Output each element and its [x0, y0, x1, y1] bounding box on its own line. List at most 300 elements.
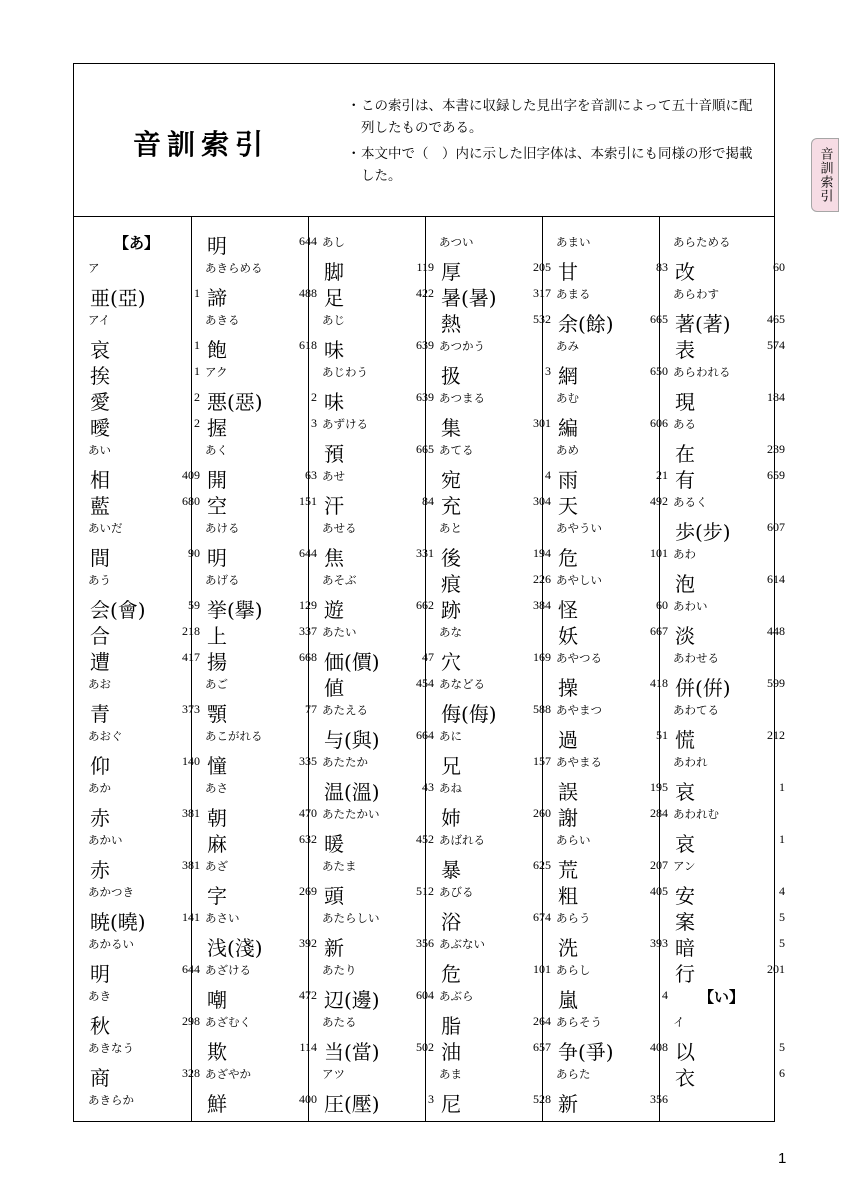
reading-label [322, 802, 438, 828]
kanji-entry [556, 1088, 672, 1114]
kanji-entry [556, 360, 672, 386]
reading-label [673, 802, 789, 828]
reading-label [556, 828, 672, 854]
reading-label [673, 854, 789, 880]
reading-label [88, 880, 204, 906]
section-heading [88, 230, 204, 256]
kanji-entry [205, 646, 321, 672]
reading-label [88, 1036, 204, 1062]
page-ref: 373 [182, 702, 200, 716]
kanji-char: 現 [675, 390, 695, 414]
reading-text: あし [322, 235, 345, 249]
page-ref: 574 [767, 338, 785, 352]
kanji-char: 兄 [441, 754, 461, 778]
kanji-entry [205, 464, 321, 490]
page-ref: 184 [767, 390, 785, 404]
kanji-char: 争(爭) [558, 1040, 614, 1064]
page-ref: 4 [545, 468, 551, 482]
page-ref: 465 [767, 312, 785, 326]
kanji-entry [322, 386, 438, 412]
page-ref: 356 [416, 936, 434, 950]
kanji-entry [322, 438, 438, 464]
kanji-entry [556, 724, 672, 750]
section-heading [673, 984, 789, 1010]
page-ref: 101 [533, 962, 551, 976]
kanji-char: 足 [324, 286, 344, 310]
reading-label [673, 412, 789, 438]
kanji-entry [556, 776, 672, 802]
kanji-char: 哀 [675, 780, 695, 804]
kanji-entry [205, 984, 321, 1010]
reading-text: あきなう [88, 1041, 134, 1055]
reading-label [556, 438, 672, 464]
page-ref: 604 [416, 988, 434, 1002]
page-ref: 1 [194, 286, 200, 300]
kanji-entry [439, 1036, 555, 1062]
reading-label [322, 360, 438, 386]
kanji-entry [205, 828, 321, 854]
page-ref: 260 [533, 806, 551, 820]
section-label: 【い】 [699, 988, 745, 1006]
kanji-char: 集 [441, 416, 461, 440]
kanji-entry [205, 1088, 321, 1114]
page-ref: 195 [650, 780, 668, 794]
page-ref: 337 [299, 624, 317, 638]
reading-label [439, 334, 555, 360]
kanji-char: 誤 [558, 780, 578, 804]
kanji-char: 悪(惡) [207, 390, 263, 414]
kanji-entry [439, 282, 555, 308]
reading-text: あらた [556, 1067, 591, 1081]
kanji-entry [556, 620, 672, 646]
page-ref: 114 [299, 1040, 317, 1054]
kanji-char: 扱 [441, 364, 461, 388]
kanji-entry [88, 906, 204, 932]
page-ref: 2 [311, 390, 317, 404]
kanji-char: 浴 [441, 910, 461, 934]
page-ref: 60 [773, 260, 785, 274]
kanji-entry [205, 932, 321, 958]
reading-label [439, 828, 555, 854]
reading-label [556, 750, 672, 776]
reading-label [439, 230, 555, 256]
page-ref: 328 [182, 1066, 200, 1080]
reading-text: あびる [439, 885, 474, 899]
kanji-char: 鮮 [207, 1092, 227, 1116]
reading-text: あわてる [673, 703, 719, 717]
reading-text: あぶない [439, 937, 485, 951]
reading-text: あげる [205, 573, 240, 587]
kanji-char: 行 [675, 962, 695, 986]
page-ref: 381 [182, 806, 200, 820]
page-ref: 119 [416, 260, 434, 274]
page-ref: 5 [779, 936, 785, 950]
reading-label [205, 360, 321, 386]
page-ref: 408 [650, 1040, 668, 1054]
reading-text: あわれ [673, 755, 708, 769]
page-ref: 1 [779, 832, 785, 846]
page-ref: 422 [416, 286, 434, 300]
kanji-entry [205, 490, 321, 516]
page-title: 音訓索引 [133, 128, 270, 161]
kanji-char: 挨 [90, 364, 110, 388]
reading-label [88, 516, 204, 542]
kanji-entry [88, 490, 204, 516]
kanji-entry [322, 1088, 438, 1114]
kanji-entry [205, 880, 321, 906]
kanji-char: 揚 [207, 650, 227, 674]
reading-text: あらためる [673, 235, 731, 249]
kanji-char: 編 [558, 416, 578, 440]
kanji-entry [439, 750, 555, 776]
kanji-entry [205, 282, 321, 308]
reading-label [556, 1062, 672, 1088]
reading-text: あな [439, 625, 462, 639]
reading-label [556, 698, 672, 724]
section-label: 【あ】 [114, 234, 160, 252]
page-ref: 606 [650, 416, 668, 430]
page-ref: 599 [767, 676, 785, 690]
page-ref: 207 [650, 858, 668, 872]
reading-text: あたらしい [322, 911, 380, 925]
page-ref: 639 [416, 390, 434, 404]
reading-label [88, 932, 204, 958]
reading-text: あく [205, 443, 228, 457]
page-ref: 659 [767, 468, 785, 482]
page-ref: 59 [188, 598, 200, 612]
page-ref: 51 [656, 728, 668, 742]
page-ref: 665 [650, 312, 668, 326]
kanji-char: 頭 [324, 884, 344, 908]
reading-label [673, 698, 789, 724]
kanji-entry [88, 542, 204, 568]
kanji-char: 案 [675, 910, 695, 934]
reading-text: あやつる [556, 651, 602, 665]
kanji-entry [322, 1036, 438, 1062]
reading-label [439, 1062, 555, 1088]
reading-label [673, 1010, 789, 1036]
kanji-entry [673, 568, 789, 594]
kanji-entry [556, 880, 672, 906]
kanji-entry [322, 282, 438, 308]
index-column-5 [556, 230, 672, 1115]
kanji-entry [322, 984, 438, 1010]
kanji-char: 明 [90, 962, 110, 986]
kanji-char: 与(與) [324, 728, 380, 752]
reading-text: あたえる [322, 703, 368, 717]
reading-text: あたま [322, 859, 357, 873]
page-ref: 169 [533, 650, 551, 664]
kanji-char: 姉 [441, 806, 461, 830]
page-ref: 644 [299, 234, 317, 248]
kanji-char: 有 [675, 468, 695, 492]
kanji-entry [88, 594, 204, 620]
kanji-entry [439, 646, 555, 672]
reading-label [88, 776, 204, 802]
reading-label [556, 958, 672, 984]
kanji-entry [673, 334, 789, 360]
reading-text: あたり [322, 963, 357, 977]
page-ref: 140 [182, 754, 200, 768]
kanji-char: 穴 [441, 650, 461, 674]
page-ref: 4 [662, 988, 668, 1002]
kanji-entry [88, 386, 204, 412]
kanji-char: 赤 [90, 806, 110, 830]
kanji-entry [673, 1036, 789, 1062]
reading-label [556, 386, 672, 412]
kanji-entry [439, 464, 555, 490]
page-ref: 21 [656, 468, 668, 482]
page-ref: 335 [299, 754, 317, 768]
page-ref: 393 [650, 936, 668, 950]
kanji-char: 暴 [441, 858, 461, 882]
reading-label [88, 828, 204, 854]
reading-text: あたい [322, 625, 357, 639]
side-tab[interactable]: 音訓索引 [811, 138, 839, 212]
reading-text: あざ [205, 859, 228, 873]
reading-text: あに [439, 729, 462, 743]
page-ref: 639 [416, 338, 434, 352]
page-ref: 502 [416, 1040, 434, 1054]
kanji-entry [673, 438, 789, 464]
page-ref: 618 [299, 338, 317, 352]
reading-label [556, 646, 672, 672]
page-ref: 532 [533, 312, 551, 326]
reading-label [439, 776, 555, 802]
reading-text: ある [673, 417, 696, 431]
kanji-entry [88, 854, 204, 880]
reading-text: あお [88, 677, 111, 691]
page-ref: 664 [416, 728, 434, 742]
kanji-entry [322, 672, 438, 698]
reading-label [322, 854, 438, 880]
kanji-entry [439, 568, 555, 594]
kanji-char: 危 [441, 962, 461, 986]
reading-label [205, 854, 321, 880]
kanji-entry [556, 464, 672, 490]
kanji-char: 空 [207, 494, 227, 518]
page-ref: 90 [188, 546, 200, 560]
kanji-char: 哀 [90, 338, 110, 362]
kanji-entry [556, 854, 672, 880]
index-column-6 [673, 230, 789, 1115]
reading-label [322, 750, 438, 776]
reading-text: あきらか [88, 1093, 134, 1107]
kanji-char: 過 [558, 728, 578, 752]
page-ref: 5 [779, 1040, 785, 1054]
kanji-char: 操 [558, 676, 578, 700]
page-ref: 83 [656, 260, 668, 274]
reading-text: あわれむ [673, 807, 719, 821]
page-ref: 269 [299, 884, 317, 898]
kanji-entry [556, 672, 672, 698]
reading-label [88, 256, 204, 282]
kanji-char: 会(會) [90, 598, 146, 622]
reading-text: あご [205, 677, 228, 691]
reading-text: あう [88, 573, 111, 587]
reading-label [322, 464, 438, 490]
page-ref: 644 [299, 546, 317, 560]
kanji-entry [556, 932, 672, 958]
page-ref: 101 [650, 546, 668, 560]
reading-label [88, 308, 204, 334]
reading-text: あま [439, 1067, 462, 1081]
reading-text: アク [205, 365, 228, 379]
page-ref: 84 [422, 494, 434, 508]
kanji-char: 諦 [207, 286, 227, 310]
kanji-char: 衣 [675, 1066, 695, 1090]
index-column-4 [439, 230, 555, 1115]
notes [345, 95, 765, 191]
kanji-char: 跡 [441, 598, 461, 622]
kanji-char: 改 [675, 260, 695, 284]
page-ref: 2 [194, 390, 200, 404]
kanji-char: 愛 [90, 390, 110, 414]
reading-label [88, 568, 204, 594]
page-ref: 381 [182, 858, 200, 872]
kanji-char: 暑(暑) [441, 286, 497, 310]
kanji-char: 汗 [324, 494, 344, 518]
reading-text: イ [673, 1015, 685, 1029]
reading-text: アツ [322, 1067, 345, 1081]
reading-label [673, 230, 789, 256]
reading-label [322, 698, 438, 724]
kanji-char: 怪 [558, 598, 578, 622]
reading-text: あまい [556, 235, 591, 249]
page-ref: 528 [533, 1092, 551, 1106]
kanji-char: 妖 [558, 624, 578, 648]
kanji-char: 嘲 [207, 988, 227, 1012]
page-ref: 448 [767, 624, 785, 638]
kanji-entry [88, 282, 204, 308]
kanji-entry [205, 542, 321, 568]
reading-text: あたる [322, 1015, 357, 1029]
page-number: 1 [778, 1150, 787, 1167]
page-ref: 239 [767, 442, 785, 456]
page-ref: 417 [182, 650, 200, 664]
reading-text: あわせる [673, 651, 719, 665]
reading-label [88, 724, 204, 750]
kanji-char: 甘 [558, 260, 578, 284]
kanji-entry [322, 334, 438, 360]
note-item: ・ この索引は、本書に収録した見出字を音訓によって五十音順に配列したものである。 [347, 98, 753, 136]
page-ref: 317 [533, 286, 551, 300]
kanji-entry [673, 464, 789, 490]
kanji-entry [322, 490, 438, 516]
kanji-entry [205, 802, 321, 828]
page-ref: 667 [650, 624, 668, 638]
kanji-char: 安 [675, 884, 695, 908]
reading-label [322, 1062, 438, 1088]
reading-text: あこがれる [205, 729, 263, 743]
kanji-char: 藍 [90, 494, 110, 518]
reading-text: あるく [673, 495, 708, 509]
kanji-entry [556, 308, 672, 334]
kanji-entry [88, 802, 204, 828]
reading-text: あつい [439, 235, 474, 249]
kanji-char: 充 [441, 494, 461, 518]
kanji-entry [673, 828, 789, 854]
kanji-char: 開 [207, 468, 227, 492]
page-ref: 63 [305, 468, 317, 482]
page-ref: 1 [779, 780, 785, 794]
kanji-char: 暁(曉) [90, 910, 146, 934]
reading-text: あなどる [439, 677, 485, 691]
reading-text: あせ [322, 469, 345, 483]
kanji-entry [673, 672, 789, 698]
page-ref: 400 [299, 1092, 317, 1106]
reading-text: あせる [322, 521, 357, 535]
reading-label [322, 906, 438, 932]
kanji-char: 遊 [324, 598, 344, 622]
page-ref: 43 [422, 780, 434, 794]
reading-text: あね [439, 781, 462, 795]
kanji-char: 雨 [558, 468, 578, 492]
reading-text: あかるい [88, 937, 134, 951]
kanji-char: 脚 [324, 260, 344, 284]
kanji-char: 哀 [675, 832, 695, 856]
kanji-char: 網 [558, 364, 578, 388]
index-column-3 [322, 230, 438, 1115]
kanji-entry [322, 828, 438, 854]
index-column-1 [88, 230, 204, 1115]
page-ref: 2 [194, 416, 200, 430]
reading-label [556, 568, 672, 594]
kanji-char: 粗 [558, 884, 578, 908]
reading-label [322, 958, 438, 984]
reading-text: あおぐ [88, 729, 123, 743]
page-ref: 668 [299, 650, 317, 664]
reading-label [556, 1010, 672, 1036]
index-column-2 [205, 230, 321, 1115]
kanji-entry [88, 698, 204, 724]
kanji-entry [673, 620, 789, 646]
kanji-entry [673, 906, 789, 932]
reading-label [88, 672, 204, 698]
kanji-entry [673, 958, 789, 984]
kanji-entry [673, 256, 789, 282]
reading-text: あかつき [88, 885, 134, 899]
kanji-entry [673, 932, 789, 958]
page-ref: 47 [422, 650, 434, 664]
page-ref: 205 [533, 260, 551, 274]
reading-label [556, 334, 672, 360]
reading-label [322, 412, 438, 438]
kanji-char: 憧 [207, 754, 227, 778]
reading-text: あか [88, 781, 111, 795]
kanji-char: 荒 [558, 858, 578, 882]
page-ref: 331 [416, 546, 434, 560]
reading-text: あむ [556, 391, 579, 405]
kanji-char: 著(著) [675, 312, 731, 336]
kanji-char: 麻 [207, 832, 227, 856]
kanji-char: 顎 [207, 702, 227, 726]
reading-label [322, 230, 438, 256]
reading-text: あじわう [322, 365, 368, 379]
kanji-entry [322, 724, 438, 750]
reading-text: あみ [556, 339, 579, 353]
page-ref: 614 [767, 572, 785, 586]
kanji-char: 痕 [441, 572, 461, 596]
page-ref: 405 [650, 884, 668, 898]
kanji-char: 嵐 [558, 988, 578, 1012]
reading-label [88, 438, 204, 464]
reading-text: あざける [205, 963, 251, 977]
reading-label [556, 516, 672, 542]
page-ref: 218 [182, 624, 200, 638]
reading-text: あやうい [556, 521, 602, 535]
page-ref: 151 [299, 494, 317, 508]
